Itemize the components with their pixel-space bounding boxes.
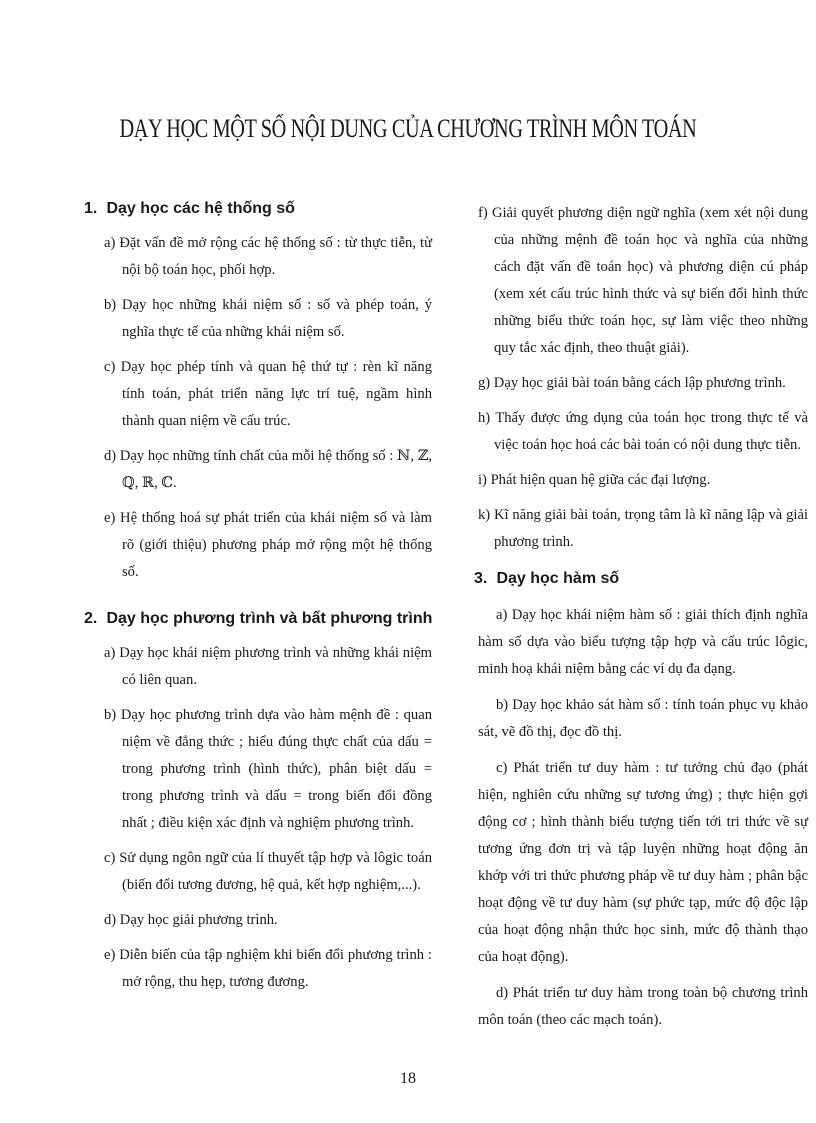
list-item: i) Phát hiện quan hệ giữa các đại lượng. — [478, 472, 711, 488]
list-item: f) Giải quyết phương diện ngữ nghĩa (xem xét nội dung của những mệnh đề toán học và nghĩa của những cách đặt vấn đề toán học) và phương diện cú pháp (xem xét cấu trúc hình thức và sự biến đổi hình thức những biểu thức toán học, sự làm việc theo những quy tắc xác định, theo thuật giải). — [478, 205, 808, 356]
paragraph: b) Dạy học khảo sát hàm số : tính toán phục vụ khảo sát, vẽ đồ thị, đọc đồ thị. — [478, 697, 808, 740]
list-item: k) Kĩ năng giải bài toán, trọng tâm là kĩ năng lập và giải phương trình. — [478, 507, 808, 550]
list-item: a) Dạy học khái niệm phương trình và những khái niệm có liên quan. — [104, 645, 432, 688]
section-title: Dạy học hàm số — [496, 570, 620, 587]
paragraph: c) Phát triển tư duy hàm : tư tưởng chủ đạo (phát hiện, nghiên cứu những sự tương ứng) ; thực hiện gợi động cơ ; hình thành biểu tượng tiến tới tri thức về sự tương ứng đơn trị và tập luyện những hoạt động ăn khớp với tri thức phương pháp về tư duy hàm ; phân bậc hoạt động về tư duy hàm (sự phức tạp, mức độ độc lập của hoạt động nhận thức học sinh, mức độ thành thạo của hoạt động). — [478, 760, 808, 965]
list-item: c) Dạy học phép tính và quan hệ thứ tự : rèn kĩ năng tính toán, phát triển năng lực trí tuệ, ngầm hình thành quan niệm về cấu trúc. — [104, 359, 432, 429]
section-number: 1. — [84, 200, 98, 217]
paragraph: d) Phát triển tư duy hàm trong toàn bộ chương trình môn toán (theo các mạch toán). — [478, 985, 808, 1028]
list-item: d) Dạy học giải phương trình. — [104, 912, 278, 928]
paragraph: a) Dạy học khái niệm hàm số : giải thích định nghĩa hàm số dựa vào biểu tượng tập hợp và cấu trúc lôgic, minh hoạ khái niệm bằng các ví dụ đa dạng. — [478, 607, 808, 677]
list-item: g) Dạy học giải bài toán bằng cách lập phương trình. — [478, 375, 786, 391]
list-item: b) Dạy học những khái niệm số : số và phép toán, ý nghĩa thực tế của những khái niệm số. — [104, 297, 432, 340]
list-item: h) Thấy được ứng dụng của toán học trong thực tế và việc toán học hoá các bài toán có nội dung thực tiễn. — [478, 410, 808, 453]
right-column — [474, 200, 808, 1043]
list-item: c) Sử dụng ngôn ngữ của lí thuyết tập hợp và lôgic toán (biến đổi tương đương, hệ quả, kết hợp nghiệm,...). — [104, 850, 432, 893]
list-item: b) Dạy học phương trình dựa vào hàm mệnh đề : quan niệm về đẳng thức ; hiểu đúng thực chất của dấu = trong phương trình (hình thức), phân biệt dấu = trong phương trình và dấu = trong biến đổi đồng nhất ; điều kiện xác định và nghiệm phương trình. — [104, 707, 432, 831]
page-number: 18 — [400, 1070, 416, 1087]
list-item: e) Diễn biến của tập nghiệm khi biến đổi phương trình : mở rộng, thu hẹp, tương đương. — [104, 947, 432, 990]
page-title: DẠY HỌC MỘT SỐ NỘI DUNG CỦA CHƯƠNG TRÌNH MÔN TOÁN — [119, 114, 697, 143]
section-title: Dạy học các hệ thống số — [106, 200, 295, 217]
list-item: d) Dạy học những tính chất của mỗi hệ thống số : ℕ, ℤ, ℚ, ℝ, ℂ. — [104, 448, 432, 491]
section-2-heading — [84, 610, 432, 628]
section-number: 2. — [84, 610, 98, 627]
section-1-heading — [84, 200, 432, 218]
left-column — [84, 200, 432, 1004]
section-number: 3. — [474, 570, 488, 587]
list-item: e) Hệ thống hoá sự phát triển của khái niệm số và làm rõ (giới thiệu) phương pháp mở rộng một hệ thống số. — [104, 510, 432, 580]
list-item: a) Đặt vấn đề mở rộng các hệ thống số : từ thực tiễn, từ nội bộ toán học, phối hợp. — [104, 235, 432, 278]
section-title: Dạy học phương trình và bất phương trình — [106, 610, 433, 627]
section-3-heading — [474, 570, 808, 588]
